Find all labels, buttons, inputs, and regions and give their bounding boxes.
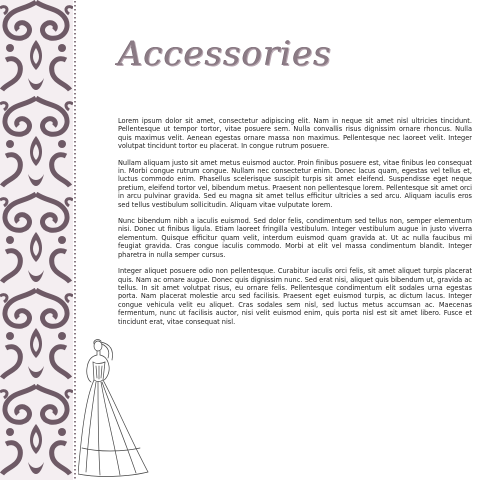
body-text (118, 117, 472, 334)
paragraph: Lorem ipsum dolor sit amet, consectetur adipiscing elit. Nam in neque sit amet nisl ultricies tincidunt. Pellentesque ut tempor tortor, vitae posuere sem. Nulla convallis risus dignissim ornare rhoncus. Nulla quis maximus velit. Aenean egestas ornare massa non maximus. Pellentesque nec laoreet velit. Integer volutpat tincidunt tortor eu placerat. In congue rutrum posuere. (118, 117, 472, 151)
bride-sketch-illustration (78, 338, 152, 478)
damask-border-decoration (0, 0, 73, 480)
paragraph: Integer aliquet posuere odio non pellentesque. Curabitur iaculis orci felis, sit amet aliquet turpis placerat quis. Nam ac ornare augue. Donec quis dignissim nunc. Sed erat nisi, aliquet quis bibendum ut, gravida ac tellus. In sit amet volutpat risus, eu ornare felis. Pellentesque condimentum elit sodales urna egestas porta. Nam placerat molestie arcu sed facilisis. Praesent eget euismod turpis, ac dictum lacus. Integer congue vehicula velit eu aliquet. Cras sodales sem nisl, sed luctus metus accumsan ac. Maecenas fermentum, nunc ut facilisis auctor, nisi velit euismod enim, quis porta nisl est sit amet libero. Fusce et tincidunt erat, vitae consequat nisl. (118, 267, 472, 326)
paragraph: Nunc bibendum nibh a iaculis euismod. Sed dolor felis, condimentum sed tellus non, semper elementum nisi. Donec ut finibus ligula. Etiam laoreet fringilla vestibulum. Integer vestibulum augue in justo viverra elementum. Quisque efficitur quam velit, interdum euismod quam gravida at. Ut ac nulla faucibus mi feugiat gravida. Cras congue iaculis commodo. Morbi at elit vel massa condimentum blandit. Integer pharetra in nulla semper cursus. (118, 217, 472, 259)
dotted-border-line (73, 0, 77, 480)
page-title: Accessories (118, 34, 332, 74)
paragraph: Nullam aliquam justo sit amet metus euismod auctor. Proin finibus posuere est, vitae finibus leo consequat in. Morbi congue rutrum congue. Nullam nec consectetur enim. Donec lacus quam, egestas vel tellus et, luctus commodo enim. Phasellus scelerisque suscipit turpis sit amet eleifend. Suspendisse eget neque pretium, eleifend tortor vel, bibendum metus. Praesent non pellentesque lorem. Pellentesque sit amet orci in arcu pulvinar gravida. Sed eu magna sit amet tellus efficitur ultricies a sed arcu. Aliquam iaculis eros sed tellus vestibulum sollicitudin. Aliquam vitae vulputate lorem. (118, 158, 472, 209)
